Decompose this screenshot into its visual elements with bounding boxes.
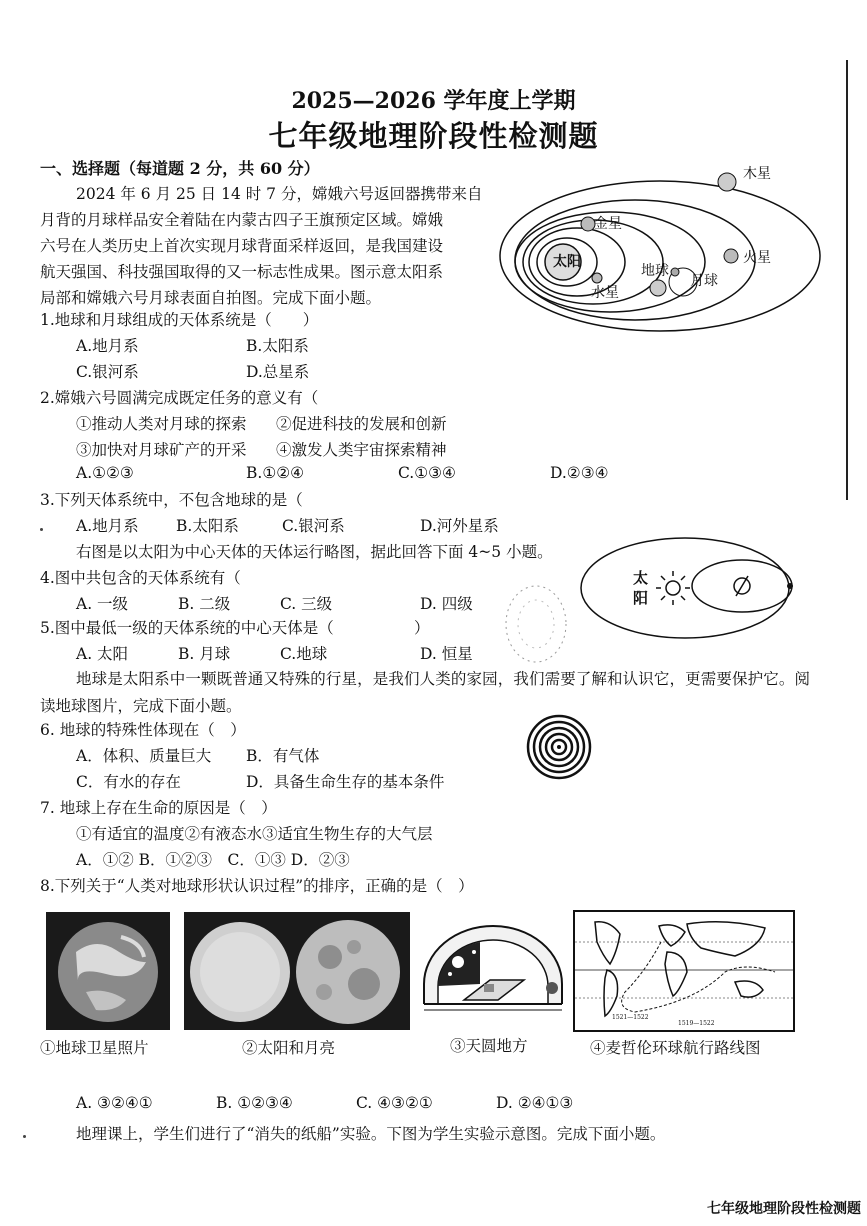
q5-stem-close: ） <box>414 619 430 637</box>
exam-term-title: 2025—2026 学年度上学期 <box>291 88 576 114</box>
q3-option-d[interactable]: D.河外星系 <box>420 517 499 535</box>
intro3-text: 地球是太阳系中一颗既普通又特殊的行星，是我们人类的家园，我们需要了解和认识它，更需要保护它。阅读地球图片，完成下面小题。 <box>40 670 810 715</box>
q2-option-d[interactable]: D.②③④ <box>550 464 609 482</box>
q6-option-d[interactable]: D．具备生命生存的基本条件 <box>246 773 445 791</box>
image-magellan-route-map <box>573 910 795 1032</box>
q2-option-a[interactable]: A.①②③ <box>76 464 134 482</box>
image-round-sky-square-earth <box>420 922 566 1022</box>
q1-stem: 1.地球和月球组成的天体系统是（ ） <box>40 311 319 329</box>
q2-statement-3: ③加快对月球矿产的开采 <box>76 441 247 459</box>
q8-stem: 8.下列关于“人类对地球形状认识过程”的排序，正确的是（ ） <box>40 877 474 895</box>
q8-option-c[interactable]: C. ④③②① <box>356 1094 433 1112</box>
faint-sketch-figure <box>498 580 574 670</box>
q7-options[interactable]: A．①② B．①②③ C．①③ D．②③ <box>76 851 350 869</box>
map-year-label-1: 1521—1522 <box>612 1014 649 1021</box>
q8-caption-3: ③天圆地方 <box>450 1037 528 1055</box>
intro1-line-3: 六号在人类历史上首次实现月球背面采样返回，是我国建设 <box>40 237 444 255</box>
q5-option-c[interactable]: C.地球 <box>280 645 328 663</box>
exam-main-title: 七年级地理阶段性检测题 <box>268 119 599 153</box>
label-mercury: 水星 <box>591 285 619 301</box>
orbit-diagram <box>578 536 800 642</box>
q7-stem: 7. 地球上存在生命的原因是（ ） <box>40 799 277 817</box>
q2-statement-1: ①推动人类对月球的探索 <box>76 415 247 433</box>
q5-option-a[interactable]: A. 太阳 <box>76 645 129 663</box>
orbit-sun-label-2: 阳 <box>633 589 649 607</box>
map-year-label-2: 1519—1522 <box>678 1020 715 1027</box>
q3-option-b[interactable]: B.太阳系 <box>176 517 239 535</box>
label-moon: 月球 <box>690 273 718 289</box>
q4-option-b[interactable]: B. 二级 <box>178 595 231 613</box>
intro4-text: 地理课上，学生们进行了“消失的纸船”实验。下图为学生实验示意图。完成下面小题。 <box>76 1125 666 1143</box>
scan-dot-2 <box>23 1135 26 1138</box>
q3-option-a[interactable]: A.地月系 <box>76 517 139 535</box>
intro2-text: 右图是以太阳为中心天体的天体运行略图，据此回答下面 4~5 小题。 <box>76 543 553 561</box>
q2-option-b[interactable]: B.①②④ <box>246 464 305 482</box>
intro1-line-5: 局部和嫦娥六号月球表面自拍图。完成下面小题。 <box>40 289 382 307</box>
q3-stem: 3.下列天体系统中，不包含地球的是（ <box>40 491 303 509</box>
q5-option-b[interactable]: B. 月球 <box>178 645 231 663</box>
label-jupiter: 木星 <box>743 166 771 182</box>
sun-icon <box>666 581 680 595</box>
q6-option-a[interactable]: A．体积、质量巨大 <box>76 747 212 765</box>
q6-stem: 6. 地球的特殊性体现在（ ） <box>40 721 246 739</box>
q8-caption-4: ④麦哲伦环球航行路线图 <box>590 1039 761 1057</box>
q1-option-b[interactable]: B.太阳系 <box>246 337 309 355</box>
label-sun: 太阳 <box>553 254 581 270</box>
q8-option-a[interactable]: A. ③②④① <box>76 1094 153 1112</box>
q8-option-b[interactable]: B. ①②③④ <box>216 1094 293 1112</box>
intro1-line-2: 月背的月球样品安全着陆在内蒙古四子王旗预定区域。嫦娥 <box>40 211 444 229</box>
q1-option-c[interactable]: C.银河系 <box>76 363 139 381</box>
image-earth-satellite-photo <box>46 912 170 1030</box>
q2-statement-4: ④激发人类宇宙探索精神 <box>276 441 447 459</box>
q4-stem: 4.图中共包含的天体系统有（ <box>40 569 241 587</box>
intro1-line-1: 2024 年 6 月 25 日 14 时 7 分，嫦娥六号返回器携带来自 <box>76 185 483 203</box>
q1-option-a[interactable]: A.地月系 <box>76 337 139 355</box>
q6-option-b[interactable]: B．有气体 <box>246 747 320 765</box>
q1-option-d[interactable]: D.总星系 <box>246 363 310 381</box>
q8-option-d[interactable]: D. ②④①③ <box>496 1094 574 1112</box>
scan-dot-1 <box>40 528 43 531</box>
q2-statement-2: ②促进科技的发展和创新 <box>276 415 447 433</box>
q4-option-c[interactable]: C. 三级 <box>280 595 333 613</box>
section-heading-choice: 一、选择题（每道题 2 分，共 60 分） <box>40 159 320 178</box>
q5-option-d[interactable]: D. 恒星 <box>420 645 473 663</box>
q5-stem: 5.图中最低一级的天体系统的中心天体是（ <box>40 619 334 637</box>
q6-option-c[interactable]: C．有水的存在 <box>76 773 181 791</box>
intro1-line-4: 航天强国、科技强国取得的又一标志性成果。图示意太阳系 <box>40 263 444 281</box>
image-sun-and-moon <box>184 912 410 1030</box>
page-footer: 七年级地理阶段性检测题 <box>707 1201 861 1217</box>
earth-sketch-image <box>524 712 594 782</box>
label-mars: 火星 <box>743 250 771 266</box>
label-venus: 金星 <box>594 216 622 232</box>
q7-statements: ①有适宜的温度②有液态水③适宜生物生存的大气层 <box>76 825 433 843</box>
label-earth: 地球 <box>641 263 669 279</box>
q4-option-d[interactable]: D. 四级 <box>420 595 473 613</box>
q4-option-a[interactable]: A. 一级 <box>76 595 129 613</box>
solar-system-diagram <box>485 160 825 338</box>
scan-edge-line <box>846 60 848 500</box>
q8-caption-2: ②太阳和月亮 <box>242 1039 336 1057</box>
q3-option-c[interactable]: C.银河系 <box>282 517 345 535</box>
q2-stem: 2.嫦娥六号圆满完成既定任务的意义有（ <box>40 389 319 407</box>
q2-option-c[interactable]: C.①③④ <box>398 464 456 482</box>
q8-caption-1: ①地球卫星照片 <box>40 1039 149 1057</box>
orbit-sun-label-1: 太 <box>633 569 649 587</box>
